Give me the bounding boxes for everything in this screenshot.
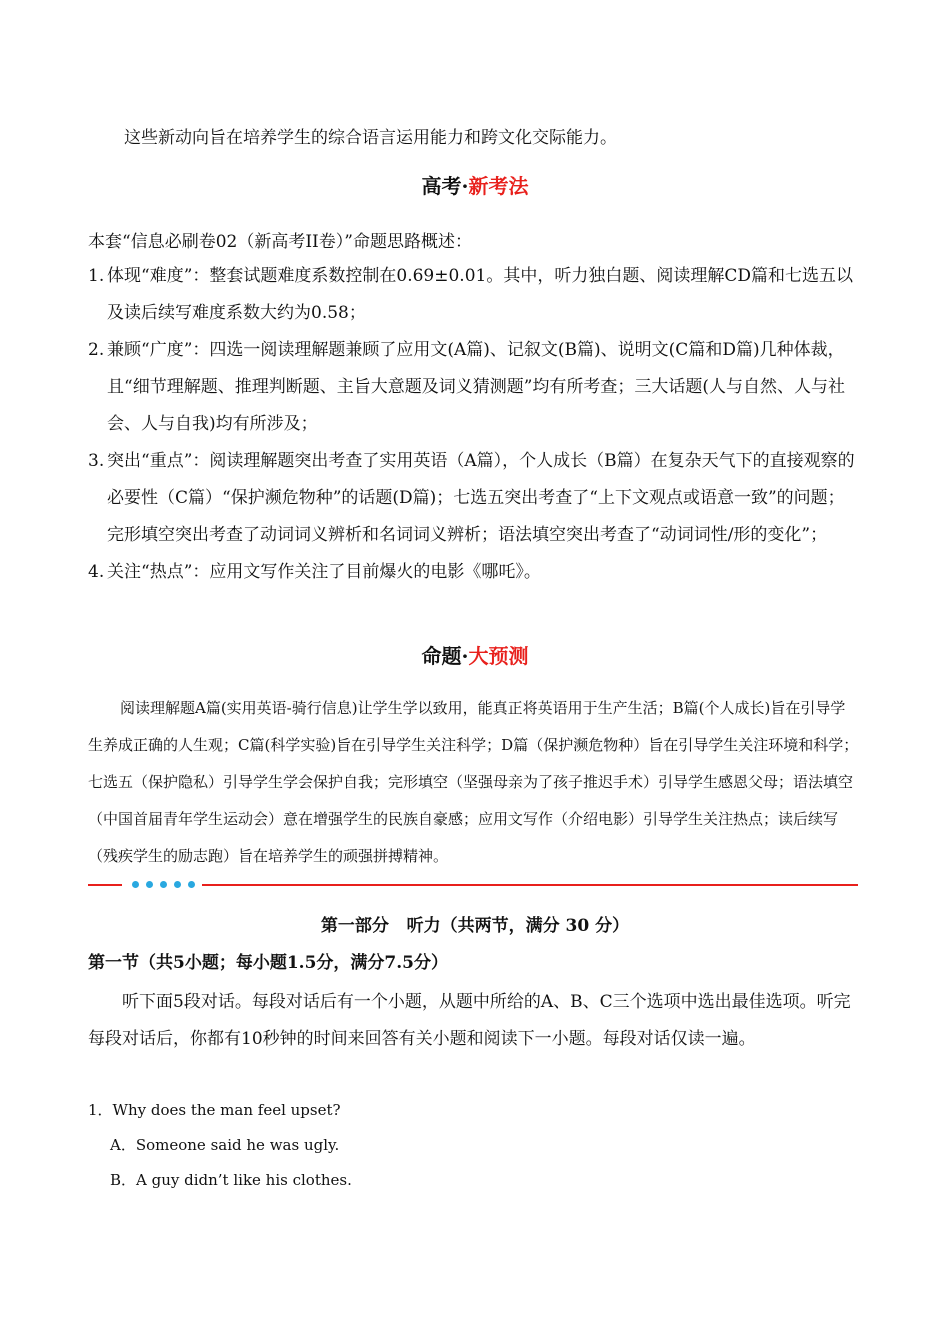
prediction-paragraph: 阅读理解题A篇(实用英语-骑行信息)让学生学以致用，能真正将英语用于生产生活；B篇(个人成长)旨在引导学生养成正确的人生观；C篇(科学实验)旨在引导学生关注科学；D篇（保护濒危物种）旨在引导学生关注环境和科学；七选五（保护隐私）引导学生学会保护自我；完形填空（坚强母亲为了孩子推迟手术）引导学生感恩父母；语法填空（中国首届青年学生运动会）意在增强学生的民族自豪感；应用文写作（介绍电影）引导学生关注热点；读后续写（残疾学生的励志跑）旨在培养学生的顽强拼搏精神。 [88, 699, 859, 865]
list-item-text: 体现“难度”：整套试题难度系数控制在0.69±0.01。其中，听力独白题、阅读理解CD篇和七选五以及读后续写难度系数大约为0.58； [107, 266, 853, 323]
list-item-text: 突出“重点”：阅读理解题突出考查了实用英语（A篇），个人成长（B篇）在复杂天气下的直接观察的必要性（C篇）“保护濒危物种”的话题(D篇)；七选五突出考查了“上下文观点或语意一致”的问题；完形填空突出考查了动词词义辨析和名词词义辨析；语法填空突出考查了“动词词性/形的变化”； [107, 451, 855, 545]
list-item [88, 332, 860, 443]
list-item-number: 4. [88, 562, 105, 582]
list-item [88, 258, 860, 332]
divider-dot [174, 881, 181, 888]
listening-part-title: 第一部分 听力（共两节，满分 30 分） [320, 916, 630, 936]
list-item-text: 兼顾“广度”：四选一阅读理解题兼顾了应用文(A篇)、记叙文(B篇)、说明文(C篇和D篇)几种体裁，且“细节理解题、推理判断题、主旨大意题及词义猜测题”均有所考查；三大话题(人与自然、人与社会、人与自我)均有所涉及； [107, 340, 846, 434]
list-item-number: 3. [88, 451, 105, 471]
question-1-option-b: B．A guy didn’t like his clothes. [110, 1171, 352, 1189]
divider-dot [188, 881, 195, 888]
question-1-option-a: A．Someone said he was ugly. [110, 1136, 340, 1154]
divider-dot [146, 881, 153, 888]
listening-instructions: 听下面5段对话。每段对话后有一个小题，从题中所给的A、B、C三个选项中选出最佳选项。听完每段对话后，你都有10秒钟的时间来回答有关小题和阅读下一小题。每段对话仅读一遍。 [88, 992, 851, 1049]
list-item-text: 关注“热点”：应用文写作关注了目前爆火的电影《哪吒》。 [107, 562, 541, 582]
new-exam-list [88, 258, 860, 591]
prediction-heading-prefix: 命题· [421, 644, 469, 668]
prediction-heading-highlight: 大预测 [468, 644, 529, 668]
new-exam-heading-prefix: 高考· [421, 174, 469, 198]
new-exam-heading [0, 172, 950, 200]
list-item [88, 554, 860, 591]
divider-line-left [88, 884, 122, 886]
new-exam-lead: 本套“信息必刷卷02（新高考II卷）”命题思路概述： [88, 232, 472, 252]
question-1: 1．Why does the man feel upset? [88, 1101, 341, 1119]
prediction-heading [0, 642, 950, 670]
divider-dot [160, 881, 167, 888]
section-divider [88, 878, 858, 892]
list-item-number: 1. [88, 266, 105, 286]
intro-text: 这些新动向旨在培养学生的综合语言运用能力和跨文化交际能力。 [124, 128, 617, 148]
divider-line-right [202, 884, 858, 886]
new-exam-heading-highlight: 新考法 [468, 174, 529, 198]
divider-dot [132, 881, 139, 888]
list-item [88, 443, 860, 554]
listening-section-title: 第一节（共5小题；每小题1.5分，满分7.5分） [88, 953, 448, 973]
list-item-number: 2. [88, 340, 105, 360]
